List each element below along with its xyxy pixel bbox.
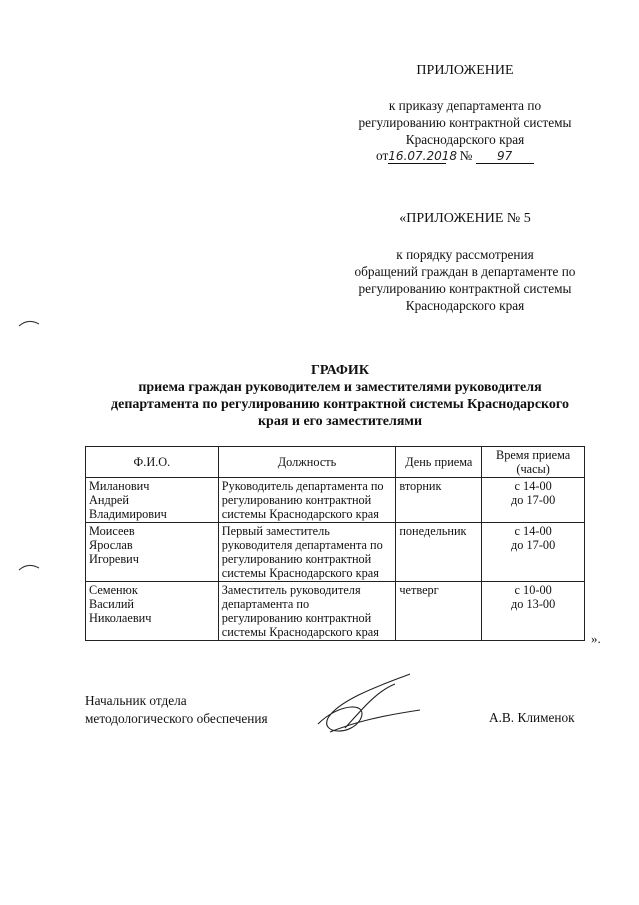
order-date-handwritten: 16.07.2018 — [388, 149, 458, 163]
name-line: Василий — [89, 597, 134, 611]
order-line: к приказу департамента по — [388, 98, 542, 113]
cell-time — [482, 478, 585, 523]
appendix-title: ПРИЛОЖЕНИЕ — [416, 63, 514, 78]
schedule-subtitle-line: приема граждан руководителем и заместителями руководителя — [138, 380, 542, 395]
name-line: Андрей — [89, 493, 129, 507]
time-line: с 14-00 — [514, 524, 552, 538]
name-line: Миланович — [89, 479, 150, 493]
order-line: регулированию контрактной системы — [358, 115, 572, 130]
appendix5-line: к порядку рассмотрения — [396, 247, 534, 262]
signatory-name: А.В. Клименок — [489, 710, 575, 725]
schedule-table — [85, 446, 585, 641]
name-line: Семенюк — [89, 583, 138, 597]
time-line: с 10-00 — [514, 583, 552, 597]
position-line: Первый заместитель — [221, 524, 330, 538]
appendix5-reference — [330, 246, 600, 314]
position-line: регулированию контрактной — [221, 611, 372, 625]
time-line: с 14-00 — [514, 479, 552, 493]
cell-name — [86, 478, 219, 523]
name-line: Моисеев — [89, 524, 135, 538]
schedule-title: ГРАФИК — [311, 363, 369, 378]
position-line: Заместитель руководителя — [221, 583, 361, 597]
position-line: системы Краснодарского края — [221, 566, 379, 580]
punch-hole-mark — [18, 318, 40, 328]
position-line: регулированию контрактной — [221, 493, 372, 507]
cell-position — [218, 523, 396, 582]
appendix5-line: регулированию контрактной системы — [358, 281, 572, 296]
table-header-row — [86, 447, 585, 478]
schedule-subtitle-line: края и его заместителями — [257, 414, 423, 429]
order-line: Краснодарского края — [405, 132, 525, 147]
position-line: руководителя департамента по — [221, 538, 383, 552]
punch-hole-mark — [18, 562, 40, 572]
cell-name — [86, 582, 219, 641]
table-row — [86, 478, 585, 523]
signatory-position-line: методологического обеспечения — [85, 711, 268, 726]
position-line: регулированию контрактной — [221, 552, 372, 566]
cell-time — [482, 523, 585, 582]
position-line: Руководитель департамента по — [221, 479, 384, 493]
cell-day: понедельник — [396, 523, 482, 582]
cell-name — [86, 523, 219, 582]
appendix5-line: Краснодарского края — [405, 298, 525, 313]
schedule-subtitle-line: департамента по регулированию контрактной системы Краснодарского — [111, 397, 569, 412]
column-header-day: День приема — [396, 447, 482, 478]
cell-day: четверг — [396, 582, 482, 641]
appendix5-title: «ПРИЛОЖЕНИЕ № 5 — [399, 211, 531, 226]
signatory-position-line: Начальник отдела — [85, 693, 187, 708]
name-line: Игоревич — [89, 552, 139, 566]
schedule-title-block — [60, 362, 620, 430]
cell-position — [218, 478, 396, 523]
date-prefix: от — [376, 148, 389, 163]
name-line: Николаевич — [89, 611, 152, 625]
order-reference — [330, 97, 600, 148]
name-line: Владимирович — [89, 507, 167, 521]
number-prefix: № — [459, 148, 473, 163]
appendix5-line: обращений граждан в департаменте по — [354, 264, 576, 279]
column-header-position: Должность — [218, 447, 396, 478]
cell-time — [482, 582, 585, 641]
signatory-position — [85, 692, 268, 728]
cell-position — [218, 582, 396, 641]
cell-day: вторник — [396, 478, 482, 523]
time-line: до 17-00 — [511, 538, 556, 552]
closing-quote: ». — [591, 631, 601, 646]
position-line: системы Краснодарского края — [221, 625, 379, 639]
handwritten-signature — [300, 672, 430, 742]
position-line: департамента по — [221, 597, 310, 611]
order-date-number-line — [376, 148, 534, 164]
order-number-handwritten: 97 — [476, 149, 534, 164]
name-line: Ярослав — [89, 538, 133, 552]
table-row — [86, 523, 585, 582]
column-header-time: Время приема (часы) — [482, 447, 585, 478]
time-line: до 17-00 — [511, 493, 556, 507]
position-line: системы Краснодарского края — [221, 507, 379, 521]
time-line: до 13-00 — [511, 597, 556, 611]
table-row — [86, 582, 585, 641]
column-header-name: Ф.И.О. — [86, 447, 219, 478]
